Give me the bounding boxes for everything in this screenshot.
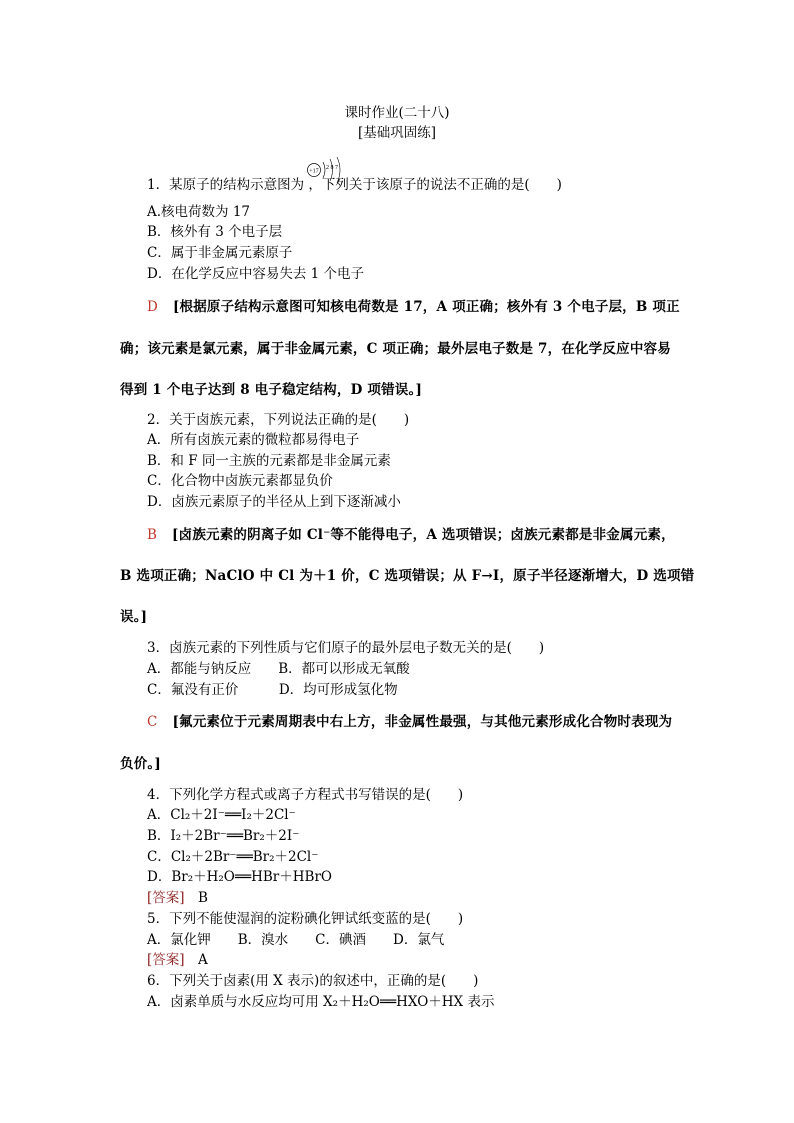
q2-answer-letter: B (147, 527, 158, 543)
question-6-stem: 6．下列关于卤素(用 X 表示)的叙述中，正确的是( ) (147, 973, 479, 989)
page-title: 课时作业(二十八) (344, 105, 450, 121)
question-1-stem: 1．某原子的结构示意图为 ，下列关于该原子的说法不正确的是( ) (147, 177, 562, 193)
q2-option-d: D．卤族元素原子的半径从上到下逐渐减小 (147, 494, 401, 510)
q4-answer-tag: [答案] (147, 890, 185, 906)
q1-explanation-line-3: 得到 1 个电子达到 8 电子稳定结构，D 项错误。] (120, 382, 423, 398)
q2-explanation-line-2: B 选项正确；NaClO 中 Cl 为＋1 价，C 选项错误；从 F→I，原子半径逐渐增大，D 选项错 (120, 568, 695, 584)
q1-option-a: A.核电荷数为 17 (147, 204, 251, 220)
q2-option-b: B．和 F 同一主族的元素都是非金属元素 (147, 453, 391, 469)
question-5-stem: 5．下列不能使湿润的淀粉碘化钾试纸变蓝的是( ) (147, 911, 464, 927)
q1-option-b: B．核外有 3 个电子层 (147, 224, 283, 240)
shell-electrons: 2 8 7 (326, 165, 338, 171)
q3-explanation-text-1: [氟元素位于元素周期表中右上方，非金属性最强，与其他元素形成化合物时表现为 (172, 714, 673, 730)
q1-option-d: D．在化学反应中容易失去 1 个电子 (147, 266, 364, 282)
q2-explanation-text-1: [卤族元素的阴离子如 Cl⁻等不能得电子，A 选项错误；卤族元素都是非金属元素， (172, 527, 675, 543)
q2-option-c: C．化合物中卤族元素都显负价 (147, 473, 333, 489)
q1-option-c: C．属于非金属元素原子 (147, 245, 293, 261)
q4-option-a: A．Cl₂＋2I⁻══I₂＋2Cl⁻ (147, 807, 296, 823)
q1-explanation-line-1 (147, 298, 680, 316)
q5-answer-tag: [答案] (147, 952, 185, 968)
q3-explanation-line-2: 负价。] (120, 756, 161, 772)
q4-option-c: C．Cl₂＋2Br⁻══Br₂＋2Cl⁻ (147, 849, 319, 865)
q4-answer (147, 889, 208, 907)
q1-answer-letter: D (147, 299, 159, 315)
q4-option-b: B．I₂＋2Br⁻══Br₂＋2I⁻ (147, 828, 300, 844)
q2-explanation-line-1 (147, 526, 675, 544)
question-4-stem: 4．下列化学方程式或离子方程式书写错误的是( ) (147, 787, 464, 803)
q5-answer-value: A (184, 952, 208, 968)
q2-option-a: A．所有卤族元素的微粒都易得电子 (147, 432, 360, 448)
question-2-stem: 2．关于卤族元素，下列说法正确的是( ) (147, 412, 410, 428)
nucleus-charge: +17 (309, 168, 319, 175)
q3-options-row-1: A．都能与钠反应 B．都可以形成无氧酸 (147, 661, 410, 677)
q4-answer-value: B (184, 890, 208, 906)
q1-explanation-text-1: [根据原子结构示意图可知核电荷数是 17，A 项正确；核外有 3 个电子层，B 项正 (172, 299, 680, 315)
section-subtitle: [基础巩固练] (357, 125, 437, 141)
q3-options-row-2: C．氟没有正价 D．均可形成氢化物 (147, 682, 398, 698)
question-3-stem: 3．卤族元素的下列性质与它们原子的最外层电子数无关的是( ) (147, 640, 545, 656)
q3-answer-letter: C (147, 714, 158, 730)
q5-answer (147, 951, 208, 969)
q3-explanation-line-1 (147, 713, 672, 731)
q1-explanation-line-2: 确；该元素是氯元素，属于非金属元素，C 项正确；最外层电子数是 7，在化学反应中容易 (120, 341, 671, 357)
q4-option-d: D．Br₂＋H₂O══HBr＋HBrO (147, 869, 332, 885)
q5-options: A．氯化钾 B．溴水 C．碘酒 D．氯气 (147, 932, 445, 948)
q2-explanation-line-3: 误。] (120, 609, 148, 625)
q6-option-a: A．卤素单质与水反应均可用 X₂＋H₂O══HXO＋HX 表示 (147, 994, 495, 1010)
